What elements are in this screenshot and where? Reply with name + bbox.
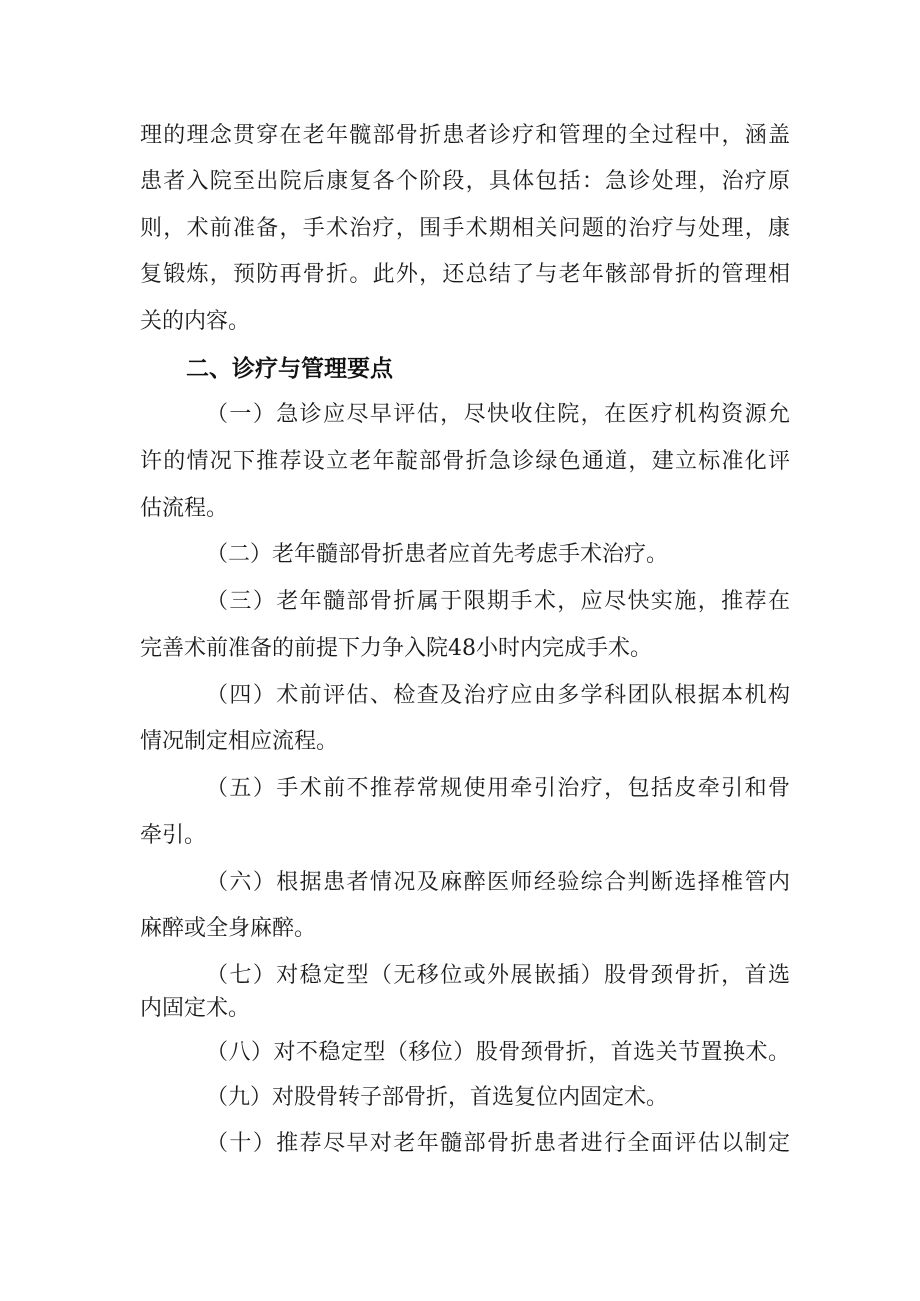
item-7-line-2: 内固定术。 (140, 996, 251, 1021)
item-3-line-1: （三）老年髓部骨折属于限期手术，应尽快实施，推荐在 (206, 589, 790, 614)
item-10-line-1: （十）推荐尽早对老年髓部骨折患者进行全面评估以制定 (206, 1131, 790, 1156)
intro-line-5: 关的内容。 (140, 309, 251, 334)
item-4-line-1: （四）术前评估、检查及治疗应由多学科团队根据本机构 (206, 683, 790, 708)
item-7-line-1: （七）对稳定型（无移位或外展嵌插）股骨颈骨折，首选 (206, 963, 790, 988)
intro-line-4: 复锻炼，预防再骨折。此外，还总结了与老年骸部骨折的管理相 (140, 262, 790, 287)
item-1-line-1: （一）急诊应尽早评估，尽快收住院，在医疗机构资源允 (206, 402, 790, 427)
intro-line-1: 理的理念贯穿在老年髋部骨折患者诊疗和管理的全过程中，涵盖 (140, 123, 790, 148)
item-1-line-2: 许的情况下推荐设立老年靛部骨折急诊绿色通道，建立标准化评 (140, 449, 790, 474)
intro-line-3: 则，术前准备，手术治疗，围手术期相关问题的治疗与处理，康 (140, 216, 790, 241)
item-5-line-2: 牵引。 (140, 823, 207, 848)
item-6-line-1: （六）根据患者情况及麻醉医师经验综合判断选择椎管内 (206, 870, 790, 895)
item-8-line-1: （八）对不稳定型（移位）股骨颈骨折，首选关节置换术。 (206, 1040, 790, 1065)
item-2-line-1: （二）老年髓部骨折患者应首先考虑手术治疗。 (206, 542, 669, 567)
item-1-line-3: 估流程。 (140, 496, 229, 521)
intro-line-2: 患者入院至出院后康复各个阶段，具体包括：急诊处理，治疗原 (140, 169, 790, 194)
item-9-line-1: （九）对股骨转子部骨折，首选复位内固定术。 (206, 1085, 669, 1110)
item-4-line-2: 情况制定相应流程。 (140, 729, 339, 754)
section-heading: 二、诊疗与管理要点 (186, 356, 393, 382)
item-5-line-1: （五）手术前不推荐常规使用牵引治疗，包括皮牵引和骨 (206, 776, 790, 801)
item-6-line-2: 麻醉或全身麻醉。 (140, 916, 317, 941)
item-3-line-2: 完善术前准备的前提下力争入院48小时内完成手术。 (140, 636, 652, 661)
